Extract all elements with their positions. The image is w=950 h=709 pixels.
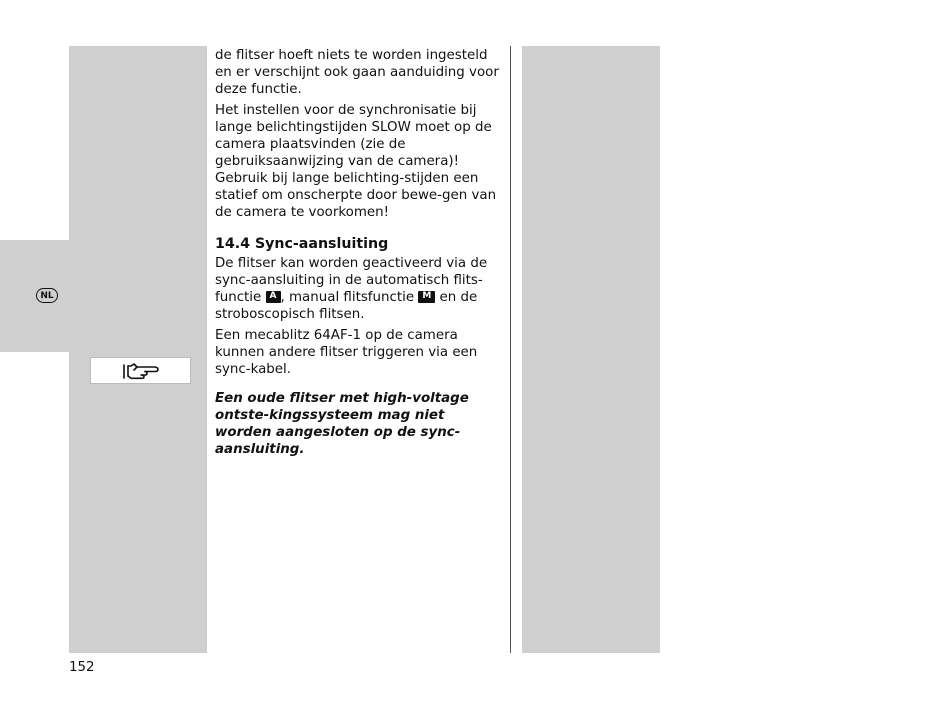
- intro-paragraph-1: de flitser hoeft niets te worden ingesteld en er verschijnt ook gaan aanduiding voor deze functie.: [215, 48, 499, 97]
- auto-mode-icon: A: [266, 291, 281, 303]
- pointing-hand-icon: [121, 361, 161, 381]
- intro-paragraph-2: Het instellen voor de synchronisatie bij lange belichtingstijden SLOW moet op de camera plaatsvinden (zie de gebruiksaanwijzing van de camera)! Gebruik bij lange belichting-stijden een statief om onscherpte door bewe-gen van de camera te voorkomen!: [215, 103, 497, 220]
- page-number: 152: [69, 660, 95, 675]
- section-heading: 14.4 Sync-aansluiting: [215, 236, 389, 252]
- manual-mode-icon: M: [418, 291, 435, 303]
- warning-note: Een oude flitser met high-voltage ontste-kingssysteem mag niet worden aangesloten op de sync-aansluiting.: [215, 391, 469, 457]
- language-tab: [0, 240, 70, 352]
- note-marker: [90, 357, 191, 384]
- right-margin-column: [522, 46, 660, 653]
- sync-paragraph-2: Een mecablitz 64AF-1 op de camera kunnen andere flitser triggeren via een sync-kabel.: [215, 328, 478, 377]
- main-text-column: [215, 47, 505, 462]
- sync-paragraph-1: De flitser kan worden geactiveerd via de sync-aansluiting in de automatisch flits-functie A , manual flitsfunctie M en de stroboscopisch flitsen.: [215, 256, 488, 322]
- left-margin-column: [69, 46, 207, 653]
- language-badge: NL: [36, 288, 58, 303]
- column-divider: [510, 46, 511, 653]
